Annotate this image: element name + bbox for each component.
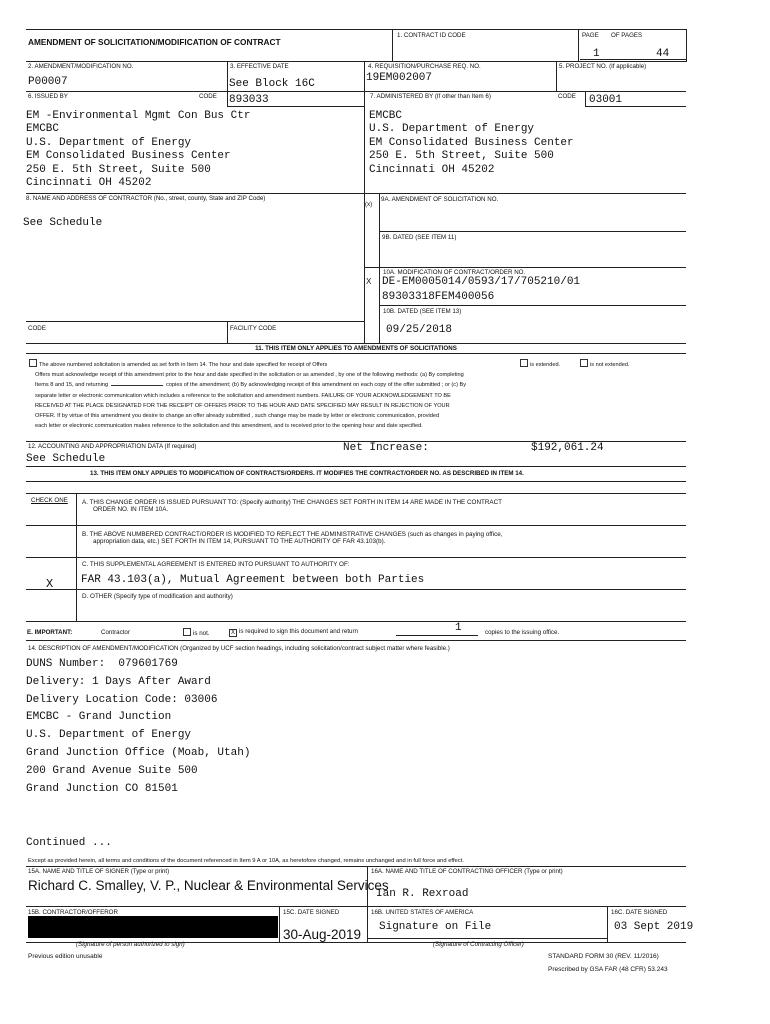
officer-sig-caption: (Signature of Contracting Officer) xyxy=(433,941,524,948)
item11-heading: 11. THIS ITEM ONLY APPLIES TO AMENDMENTS OF SOLICITATIONS xyxy=(255,345,457,352)
item11-line6: OFFER. If by virtue of this amendment you desire to change an offer already submitted , such change may be made by letter or electronic communication, provided xyxy=(35,413,440,420)
block15c-label: 15C. DATE SIGNED xyxy=(283,909,340,916)
extended-checkbox[interactable] xyxy=(520,359,528,367)
copies-text: copies to the issuing office. xyxy=(485,629,560,636)
footer-prescribed: Prescribed by GSA FAR (48 CFR) 53.243 xyxy=(548,966,668,973)
contract-order-number: DE-EM0005014/0593/17/705210/01 xyxy=(382,276,581,288)
item11-checkbox[interactable] xyxy=(29,359,37,367)
is-required-checkbox[interactable]: X xyxy=(230,630,235,636)
copies-blank[interactable] xyxy=(111,385,163,386)
item11-line3a: Items 8 and 15, and returning xyxy=(35,382,109,389)
item11-line3b: copies of the amendment; (b) By acknowledging receipt of this amendment on each copy of the offer submitted ; or (c) By xyxy=(166,382,467,389)
page-value: 1 xyxy=(593,48,600,60)
is-not-label: is not. xyxy=(193,630,210,637)
item11-line2: Offers must acknowledge receipt of this amendment prior to the hour and date specified in the solicitation or as amended , by one of the following methods: (a) By completing xyxy=(35,372,464,379)
footer-form-name: STANDARD FORM 30 (REV. 11/2016) xyxy=(548,953,659,960)
check-one-label: CHECK ONE xyxy=(31,497,68,504)
block5-label: 5. PROJECT NO. (If applicable) xyxy=(559,63,647,70)
block10-x: X xyxy=(366,277,372,286)
contractor-address: See Schedule xyxy=(23,217,103,229)
item13b-text1: B. THE ABOVE NUMBERED CONTRACT/ORDER IS MODIFIED TO REFLECT THE ADMINISTRATIVE CHANGES (such as changes in paying office, xyxy=(82,531,503,538)
footer-left: Previous edition unusable xyxy=(28,953,103,960)
contract-id-label: 1. CONTRACT ID CODE xyxy=(397,32,466,39)
item13c-check[interactable]: X xyxy=(46,577,54,591)
item11-line4: separate letter or electronic communication which includes a reference to the solicitation and amendment numbers. FAILURE OF YOUR ACKNOWLEDGEMENT TO BE xyxy=(35,392,451,399)
block3-label: 3. EFFECTIVE DATE xyxy=(230,63,289,70)
officer-signature: Signature on File xyxy=(379,921,492,933)
block7-code-label: CODE xyxy=(558,93,576,100)
block9-x-label: (x) xyxy=(365,201,373,208)
officer-date-signed: 03 Sept 2019 xyxy=(614,921,694,933)
block2-label: 2. AMENDMENT/MODIFICATION NO. xyxy=(28,63,134,70)
net-increase-value: $192,061.24 xyxy=(531,442,604,454)
item11-line7: each letter or electronic communication makes reference to the solicitation and this amendment, and is received prior to the opening hour and date specified. xyxy=(35,423,423,430)
block16a-label: 16A. NAME AND TITLE OF CONTRACTING OFFICER (Type or print) xyxy=(371,868,563,875)
accounting-data: See Schedule xyxy=(26,453,106,465)
block10b-date: 09/25/2018 xyxy=(386,324,453,336)
copies-count: 1 xyxy=(455,622,462,634)
block10a-label: 10A. MODIFICATION OF CONTRACT/ORDER NO. xyxy=(383,269,526,276)
item13c-text: C. THIS SUPPLEMENTAL AGREEMENT IS ENTERED INTO PURSUANT TO AUTHORITY OF: xyxy=(82,561,350,568)
not-extended-checkbox[interactable] xyxy=(580,359,588,367)
block14-label: 14. DESCRIPTION OF AMENDMENT/MODIFICATION (Organized by UCF section headings, including solicitation/contract subject matter where feasible.) xyxy=(28,645,450,652)
is-not-checkbox[interactable] xyxy=(183,628,191,636)
continued-text: Continued ... xyxy=(26,837,112,849)
block9b-label: 9B. DATED (SEE ITEM 11) xyxy=(382,234,457,241)
item11-line5: RECEIVED AT THE PLACE DESIGNATED FOR THE RECEIPT OF OFFERS PRIOR TO THE HOUR AND DATE SPECIFIED MAY RESULT IN REJECTION OF YOUR xyxy=(35,402,450,409)
block7-label: 7. ADMINISTERED BY (If other than Item 6) xyxy=(370,93,491,100)
block8-code-label: CODE xyxy=(28,325,46,332)
administered-by-address: EMCBC U.S. Department of Energy EM Consolidated Business Center 250 E. 5th Street, Suite 500 Cincinnati OH 45202 xyxy=(369,110,574,176)
effective-date: See Block 16C xyxy=(229,78,315,90)
redacted-signature xyxy=(28,916,278,938)
block6-code: 893033 xyxy=(229,94,269,106)
block15a-label: 15A. NAME AND TITLE OF SIGNER (Type or print) xyxy=(28,868,170,875)
amendment-number: P00007 xyxy=(28,76,68,88)
item13-heading: 13. THIS ITEM ONLY APPLIES TO MODIFICATION OF CONTRACTS/ORDERS. IT MODIFIES THE CONTRACT/ORDER NO. AS DESCRIBED IN ITEM 14. xyxy=(90,470,524,477)
block6-code-label: CODE xyxy=(199,93,217,100)
issued-by-address: EM -Environmental Mgmt Con Bus Ctr EMCBC U.S. Department of Energy EM Consolidated Business Center 250 E. 5th Street, Suite 500 Cincinnati OH 45202 xyxy=(26,110,251,190)
form-title: AMENDMENT OF SOLICITATION/MODIFICATION OF CONTRACT xyxy=(28,37,281,47)
item11-line1: The above numbered solicitation is amended as set forth in Item 14. The hour and date specified for receipt of Offers xyxy=(39,362,328,368)
block8-label: 8. NAME AND ADDRESS OF CONTRACTOR (No., street, county, State and ZIP Code) xyxy=(26,195,266,202)
contracting-officer-name: Ian R. Rexroad xyxy=(376,888,469,900)
is-required-label: is required to sign this document and return xyxy=(239,628,359,635)
pages-value: 44 xyxy=(656,48,670,60)
block9a-label: 9A. AMENDMENT OF SOLICITATION NO. xyxy=(381,196,499,203)
important-label: E. IMPORTANT: xyxy=(27,629,73,636)
block15b-label: 15B. CONTRACTOR/OFFEROR xyxy=(28,909,118,916)
block6-label: 6. ISSUED BY xyxy=(28,93,68,100)
item13c-authority: FAR 43.103(a), Mutual Agreement between both Parties xyxy=(81,574,425,586)
block12-label: 12. ACCOUNTING AND APPROPRIATION DATA (If required) xyxy=(28,443,197,450)
of-pages-label: OF PAGES xyxy=(611,32,643,39)
is-not-extended-label: is not extended. xyxy=(590,362,630,368)
block4-label: 4. REQUISITION/PURCHASE REQ. NO. xyxy=(368,63,481,70)
block7-code: 03001 xyxy=(589,94,623,106)
requisition-number: 19EM002007 xyxy=(366,72,433,84)
facility-code-label: FACILITY CODE xyxy=(230,325,277,332)
contractor-sig-caption: (Signature of person authorized to sign) xyxy=(76,941,185,948)
net-increase-label: Net Increase: xyxy=(343,442,429,454)
contractor-label: Contractor xyxy=(101,629,130,636)
block16b-label: 16B. UNITED STATES OF AMERICA xyxy=(371,909,474,916)
order-number-2: 89303318FEM400056 xyxy=(382,291,495,303)
is-extended-label: is extended. xyxy=(530,362,561,368)
contractor-date-signed: 30-Aug-2019 xyxy=(283,927,362,942)
item13d-text: D. OTHER (Specify type of modification and authority) xyxy=(82,593,233,600)
block16c-label: 16C. DATE SIGNED xyxy=(611,909,668,916)
item13a-text1: A. THIS CHANGE ORDER IS ISSUED PURSUANT TO: (Specify authority) THE CHANGES SET FORTH IN ITEM 14 ARE MADE IN THE CONTRACT xyxy=(82,499,502,506)
block10b-label: 10B. DATED (SEE ITEM 13) xyxy=(383,308,462,315)
item13a-text2: ORDER NO. IN ITEM 10A. xyxy=(93,506,169,513)
description-body: DUNS Number: 079601769 Delivery: 1 Days After Award Delivery Location Code: 03006 EMCBC - Grand Junction U.S. Department of Energy Grand Junction Office (Moab, Utah) 200 Grand Avenue Suite 500 Grand Junction CO 81501 xyxy=(26,658,251,795)
page-label: PAGE xyxy=(582,32,599,39)
signer-name: Richard C. Smalley, V. P., Nuclear & Environmental Services xyxy=(28,878,389,893)
terms-note: Except as provided herein, all terms and conditions of the document referenced in Item 9 A or 10A, as heretofore changed, remains unchanged and in full force and effect. xyxy=(28,858,464,864)
item13b-text2: appropriation data, etc.) SET FORTH IN ITEM 14, PURSUANT TO THE AUTHORITY OF FAR 43.103(b). xyxy=(93,538,386,545)
